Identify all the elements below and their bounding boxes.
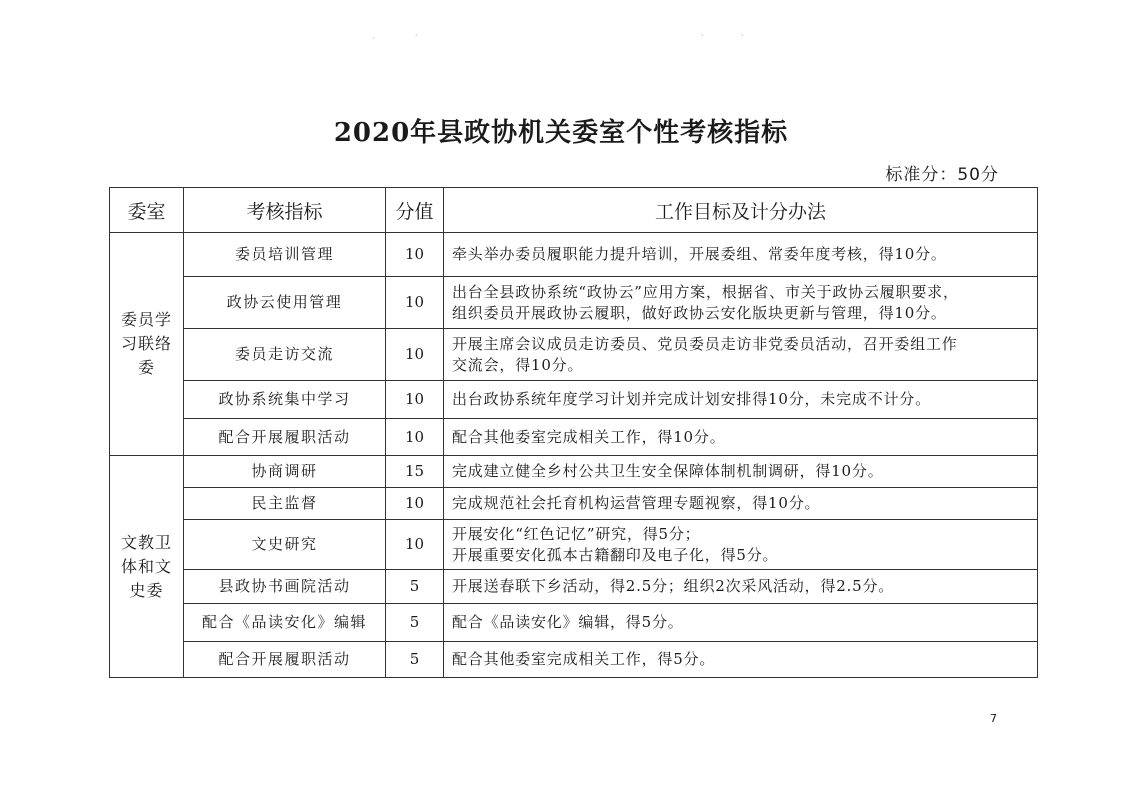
dept-cell: 委员学习联络委	[110, 233, 184, 456]
method-line: 开展主席会议成员走访委员、党员委员走访非党委员活动，召开委组工作	[452, 334, 958, 353]
indicator-cell: 配合开展履职活动	[184, 419, 386, 456]
points-cell: 10	[386, 488, 444, 520]
table-row	[110, 381, 1038, 419]
points-cell: 10	[386, 277, 444, 329]
method-line: 配合其他委室完成相关工作，得5分。	[452, 650, 716, 668]
indicator-cell: 委员走访交流	[184, 329, 386, 381]
method-cell	[444, 419, 1038, 456]
scan-speck: ˊ	[700, 34, 704, 43]
method-cell	[444, 277, 1038, 329]
header-dept: 委室	[110, 188, 184, 233]
points-cell: 15	[386, 456, 444, 488]
points-cell: 5	[386, 570, 444, 604]
points-cell: 10	[386, 233, 444, 277]
method-line: 出台全县政协系统“政协云”应用方案，根据省、市关于政协云履职要求，	[452, 282, 959, 301]
points-cell: 5	[386, 642, 444, 678]
assessment-table	[109, 187, 1038, 678]
method-line: 完成建立健全乡村公共卫生安全保障体制机制调研，得10分。	[452, 462, 884, 480]
points-cell: 10	[386, 419, 444, 456]
points-cell: 10	[386, 329, 444, 381]
method-line: 交流会，得10分。	[452, 355, 584, 374]
header-method: 工作目标及计分办法	[444, 188, 1038, 233]
indicator-cell: 政协云使用管理	[184, 277, 386, 329]
header-indicator: 考核指标	[184, 188, 386, 233]
table-row	[110, 456, 1038, 488]
method-cell	[444, 329, 1038, 381]
method-cell	[444, 456, 1038, 488]
table-row	[110, 570, 1038, 604]
table-row	[110, 329, 1038, 381]
method-cell	[444, 604, 1038, 642]
method-cell	[444, 570, 1038, 604]
table-row	[110, 277, 1038, 329]
method-line: 开展重要安化孤本古籍翻印及电子化，得5分。	[452, 545, 779, 564]
table-row	[110, 520, 1038, 570]
method-line: 配合其他委室完成相关工作，得10分。	[452, 427, 726, 446]
standard-score: 标准分：50分	[885, 165, 999, 185]
indicator-cell: 文史研究	[184, 520, 386, 570]
table-row	[110, 233, 1038, 277]
method-line: 组织委员开展政协云履职，做好政协云安化版块更新与管理，得10分。	[452, 303, 947, 322]
method-line: 完成规范社会托育机构运营管理专题视察，得10分。	[452, 494, 821, 512]
method-cell	[444, 642, 1038, 678]
indicator-cell: 配合开展履职活动	[184, 642, 386, 678]
points-cell: 10	[386, 381, 444, 419]
indicator-cell: 协商调研	[184, 456, 386, 488]
method-line: 开展送春联下乡活动，得2.5分；组织2次采风活动，得2.5分。	[452, 577, 895, 595]
points-cell: 5	[386, 604, 444, 642]
page-number: 7	[990, 712, 997, 725]
method-line: 开展安化“红色记忆”研究，得5分；	[452, 524, 701, 543]
indicator-cell: 配合《品读安化》编辑	[184, 604, 386, 642]
method-cell	[444, 488, 1038, 520]
header-points: 分值	[386, 188, 444, 233]
indicator-cell: 委员培训管理	[184, 233, 386, 277]
scan-speck: ˊ	[414, 34, 418, 43]
document-title: 2020年县政协机关委室个性考核指标	[333, 118, 789, 148]
indicator-cell: 民主监督	[184, 488, 386, 520]
scan-speck: ˊ	[740, 34, 744, 43]
method-line: 出台政协系统年度学习计划并完成计划安排得10分，未完成不计分。	[452, 390, 931, 408]
method-cell	[444, 520, 1038, 570]
indicator-cell: 县政协书画院活动	[184, 570, 386, 604]
table-row	[110, 419, 1038, 456]
table-row	[110, 642, 1038, 678]
table-row	[110, 488, 1038, 520]
method-line: 配合《品读安化》编辑，得5分。	[452, 613, 684, 631]
dept-cell: 文教卫体和文史委	[110, 456, 184, 678]
method-cell	[444, 233, 1038, 277]
method-line: 牵头举办委员履职能力提升培训，开展委组、常委年度考核，得10分。	[452, 245, 947, 263]
indicator-cell: 政协系统集中学习	[184, 381, 386, 419]
table-row	[110, 604, 1038, 642]
scan-speck: ·	[372, 34, 375, 43]
table-header-row	[110, 188, 1038, 233]
points-cell: 10	[386, 520, 444, 570]
method-cell	[444, 381, 1038, 419]
